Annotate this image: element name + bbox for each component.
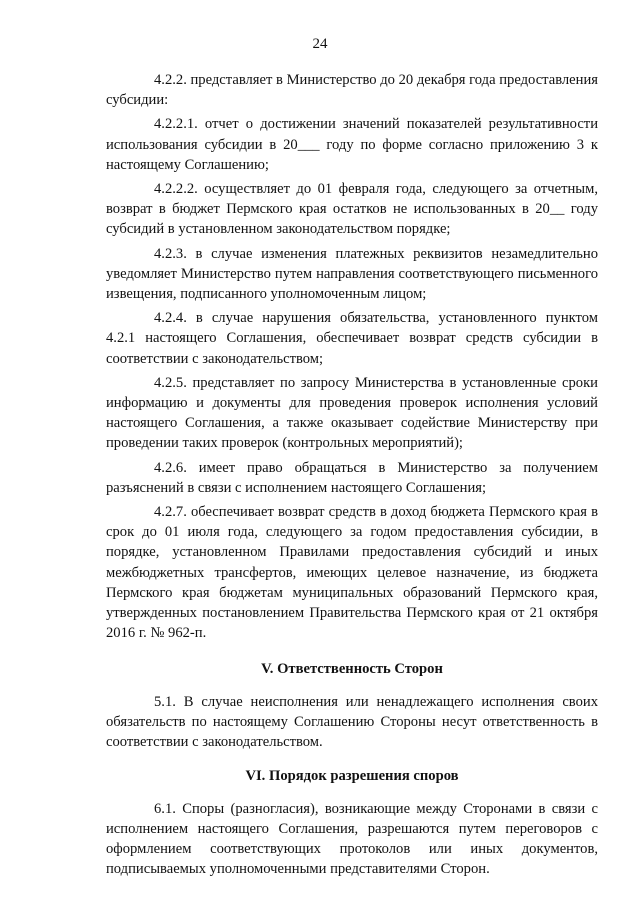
clause-4-2-5: 4.2.5. представляет по запросу Министерства в установленные сроки информацию и документы для проведения проверок исполнения условий настоящего Соглашения, а также оказывает содействие Министерству при проведении таких проверок (контрольных мероприятий);: [106, 374, 598, 452]
clause-4-2-6: 4.2.6. имеет право обращаться в Министерство за получением разъяснений в связи с исполнением настоящего Соглашения;: [106, 459, 598, 496]
page-number: 24: [312, 36, 328, 52]
document-body: [106, 70, 598, 879]
clause-4-2-2: 4.2.2. представляет в Министерство до 20 декабря года предоставления субсидии:: [106, 72, 598, 109]
clause-4-2-2-2: 4.2.2.2. осуществляет до 01 февраля года, следующего за отчетным, возврат в бюджет Пермского края остатков не использованных в 20__ году субсидий в установленном законодательством порядке;: [106, 181, 598, 238]
clause-6-1: 6.1. Споры (разногласия), возникающие между Сторонами в связи с исполнением настоящего Соглашения, разрешаются путем переговоров с оформлением соответствующих протоколов или иных документов, подписываемых уполномоченными представителями Сторон.: [106, 800, 598, 878]
clause-4-2-7: 4.2.7. обеспечивает возврат средств в доход бюджета Пермского края в срок до 01 июля года, следующего за годом предоставления субсидии, в порядке, установленном Правилами предоставления субсидий и иных межбюджетных трансфертов, имеющих целевое назначение, из бюджета Пермского края бюджетам муниципальных образований Пермского края, утвержденных постановлением Правительства Пермского края от 21 октября 2016 г. № 962-п.: [106, 504, 598, 642]
clause-5-1: 5.1. В случае неисполнения или ненадлежащего исполнения своих обязательств по настоящему Соглашению Стороны несут ответственность в соответствии с законодательством.: [106, 693, 598, 751]
clause-4-2-2-1: 4.2.2.1. отчет о достижении значений показателей результативности использования субсидии в 20___ году по форме согласно приложению 3 к настоящему Соглашению;: [106, 116, 598, 173]
clause-4-2-3: 4.2.3. в случае изменения платежных реквизитов незамедлительно уведомляет Министерство путем направления соответствующего письменного извещения, подписанного уполномоченным лицом;: [106, 245, 598, 303]
section-5-heading: V. Ответственность Сторон: [261, 661, 443, 678]
clause-4-2-4: 4.2.4. в случае нарушения обязательства, установленного пунктом 4.2.1 настоящего Соглашения, обеспечивает возврат средств субсидии в соответствии с законодательством;: [106, 310, 598, 367]
section-6-heading: VI. Порядок разрешения споров: [245, 768, 459, 785]
